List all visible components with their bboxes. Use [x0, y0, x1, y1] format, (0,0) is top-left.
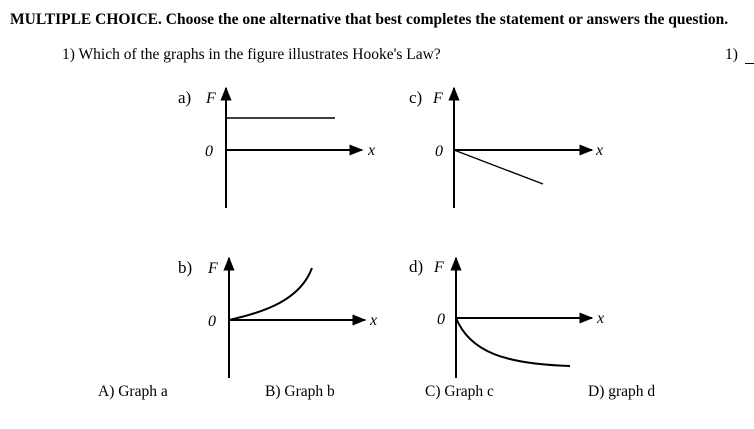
graph-c-origin-label: 0 — [435, 143, 443, 160]
choice-c[interactable]: C) Graph c — [425, 383, 494, 400]
graph-b-y-axis-label: F — [208, 260, 218, 277]
graph-a-label: a) — [178, 88, 192, 107]
choice-a[interactable]: A) Graph a — [98, 383, 168, 400]
graph-a-y-axis-label: F — [206, 90, 216, 107]
graph-c — [409, 88, 603, 208]
question-number: 1) — [725, 46, 738, 63]
graph-a-origin-label: 0 — [205, 143, 213, 160]
graph-c-y-axis-label: F — [433, 90, 443, 107]
graph-a-x-axis-label: x — [368, 142, 376, 159]
graph-b-origin-label: 0 — [208, 313, 216, 330]
graph-d — [409, 257, 604, 378]
graph-c-curve — [454, 150, 543, 184]
graph-c-x-axis-label: x — [596, 142, 604, 159]
graph-d-label: d) — [409, 257, 424, 276]
graph-d-x-axis-label: x — [597, 310, 605, 327]
question-text: 1) Which of the graphs in the figure illustrates Hooke's Law? — [62, 46, 441, 63]
instructions-heading: MULTIPLE CHOICE. Choose the one alternative that best completes the statement or answers the question. — [10, 11, 729, 28]
graph-a — [178, 88, 375, 208]
graph-d-curve — [456, 318, 570, 366]
graph-d-origin-label: 0 — [437, 311, 445, 328]
graph-b — [178, 258, 377, 378]
graph-b-curve — [229, 268, 312, 320]
choice-b[interactable]: B) Graph b — [265, 383, 335, 400]
graph-b-label: b) — [178, 258, 193, 277]
graph-b-x-axis-label: x — [370, 312, 378, 329]
graph-c-label: c) — [409, 88, 423, 107]
graph-d-y-axis-label: F — [434, 259, 444, 276]
choice-d[interactable]: D) graph d — [588, 383, 656, 400]
